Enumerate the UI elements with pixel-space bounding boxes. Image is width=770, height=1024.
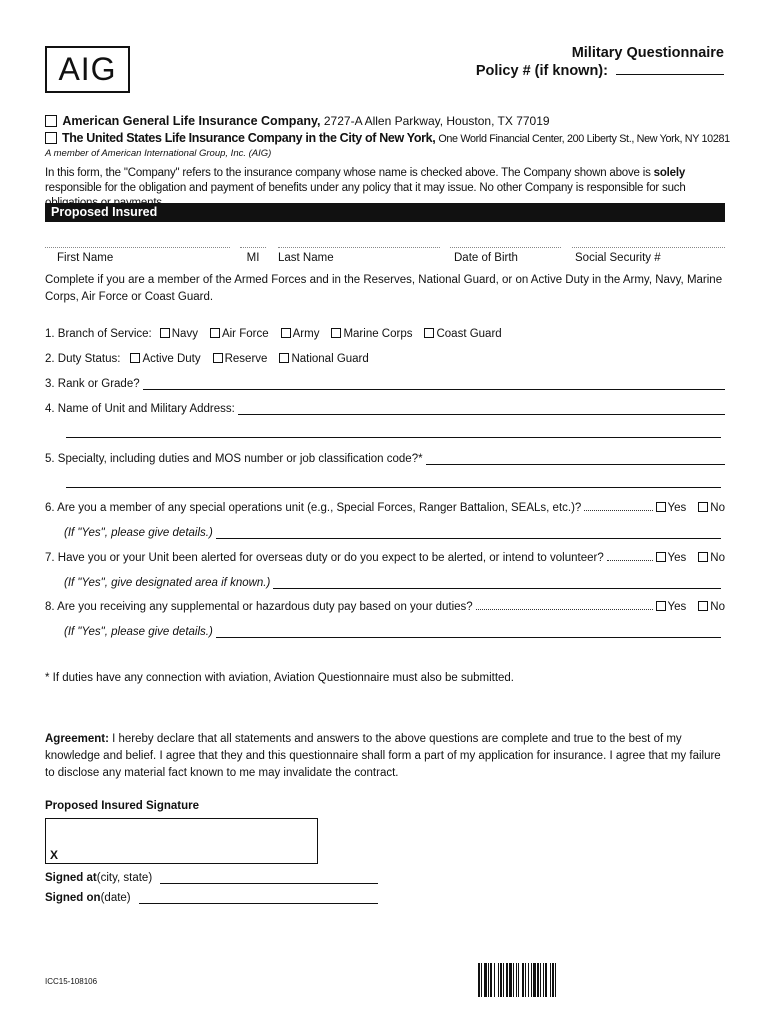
date-of-birth-label: Date of Birth <box>454 252 518 264</box>
q1-checkbox[interactable] <box>160 328 170 338</box>
q1-option-army[interactable] <box>281 328 320 340</box>
q8-no-option[interactable] <box>698 601 725 613</box>
q3-answer-line[interactable] <box>143 379 725 390</box>
barcode <box>478 963 604 997</box>
q1-checkbox[interactable] <box>331 328 341 338</box>
q8-no-label: No <box>710 601 725 613</box>
first-name-label: First Name <box>57 252 114 264</box>
first-name-field[interactable] <box>45 247 230 264</box>
company-1-checkbox[interactable] <box>45 115 57 127</box>
policy-line <box>476 62 724 80</box>
mi-label: MI <box>246 252 260 264</box>
q7-no-label: No <box>710 552 725 564</box>
signed-on-field[interactable] <box>139 893 378 904</box>
question-5 <box>45 453 725 465</box>
policy-label: Policy # (if known): <box>475 63 608 79</box>
signed-on-hint: (date) <box>100 892 131 904</box>
q5-answer-line-2[interactable] <box>66 487 721 488</box>
q7-yes-option[interactable] <box>656 552 687 564</box>
q1-option-navy[interactable] <box>160 328 198 340</box>
question-1 <box>45 328 725 340</box>
signature-x-mark: X <box>50 848 59 862</box>
q6-leader-dots <box>584 510 652 511</box>
question-3 <box>45 378 725 390</box>
q1-checkbox[interactable] <box>281 328 291 338</box>
q2-option-national-guard[interactable] <box>279 353 368 365</box>
q2-checkbox[interactable] <box>279 353 289 363</box>
q1-label: 1. Branch of Service: <box>45 328 152 340</box>
aviation-note: * If duties have any connection with aviation, Aviation Questionnaire must also be submitted. <box>45 672 515 684</box>
signed-on-row <box>45 892 378 904</box>
q2-option-label: Reserve <box>224 353 268 365</box>
signed-at-label: Signed at <box>45 872 97 884</box>
q1-option-label: Coast Guard <box>436 328 502 340</box>
q8-no-checkbox[interactable] <box>698 601 708 611</box>
q1-option-air-force[interactable] <box>210 328 269 340</box>
question-8 <box>45 601 725 613</box>
q1-option-label: Air Force <box>221 328 269 340</box>
q4-answer-line[interactable] <box>238 404 725 415</box>
last-name-label: Last Name <box>278 252 334 264</box>
q8-label: 8. Are you receiving any supplemental or hazardous duty pay based on your duties? <box>45 601 473 613</box>
signed-at-field[interactable] <box>160 873 378 884</box>
q6-yes-option[interactable] <box>656 502 687 514</box>
q2-option-label: Active Duty <box>142 353 201 365</box>
q2-option-label: National Guard <box>291 353 369 365</box>
form-title: Military Questionnaire <box>571 45 724 61</box>
form-number: ICC15-108106 <box>45 977 98 986</box>
section-header-proposed-insured: Proposed Insured <box>45 203 725 222</box>
company-2-checkbox[interactable] <box>45 132 57 144</box>
company-1-address: 2727-A Allen Parkway, Houston, TX 77019 <box>323 114 550 128</box>
ssn-field[interactable] <box>572 247 725 264</box>
company-1-name: American General Life Insurance Company, <box>62 114 321 128</box>
q2-option-active-duty[interactable] <box>130 353 200 365</box>
policy-number-field[interactable] <box>616 74 724 75</box>
company-paragraph-text-end: responsible for the obligation and payment of benefits under any policy that it may issue. No other Company is responsible for such <box>45 182 686 194</box>
q8-detail-label: (If "Yes", please give details.) <box>64 626 213 638</box>
company-2-address: One World Financial Center, 200 Liberty St., New York, NY 10281 <box>438 133 730 145</box>
last-name-field[interactable] <box>278 247 440 264</box>
q7-detail-line[interactable] <box>273 578 721 589</box>
q3-label: 3. Rank or Grade? <box>45 378 140 390</box>
barcode-bar <box>556 963 558 997</box>
q6-detail-label: (If "Yes", please give details.) <box>64 527 213 539</box>
q4-label: 4. Name of Unit and Military Address: <box>45 403 235 415</box>
q2-option-reserve[interactable] <box>213 353 268 365</box>
q7-yes-checkbox[interactable] <box>656 552 666 562</box>
q1-option-label: Navy <box>171 328 198 340</box>
q6-label: 6. Are you a member of any special operations unit (e.g., Special Forces, Ranger Battalion, SEALs, etc.)? <box>45 502 582 514</box>
agreement-paragraph <box>45 731 725 782</box>
member-note: A member of American International Group, Inc. (AIG) <box>45 148 272 159</box>
q1-option-label: Army <box>292 328 320 340</box>
question-6 <box>45 502 725 514</box>
q7-detail-label: (If "Yes", give designated area if known.) <box>64 577 271 589</box>
q4-answer-line-2[interactable] <box>66 437 721 438</box>
q2-checkbox[interactable] <box>130 353 140 363</box>
q1-option-label: Marine Corps <box>343 328 413 340</box>
signature-box[interactable] <box>45 818 318 864</box>
q6-detail <box>64 527 721 539</box>
q8-detail-line[interactable] <box>216 627 721 638</box>
form-title-block <box>476 44 724 80</box>
q7-no-option[interactable] <box>698 552 725 564</box>
q5-label: 5. Specialty, including duties and MOS number or job classification code?* <box>45 453 423 465</box>
company-option-1 <box>45 113 725 129</box>
company-paragraph-text: In this form, the "Company" refers to the insurance company whose name is checked above. The Company shown above is <box>45 167 654 179</box>
company-option-2 <box>45 130 730 147</box>
q6-no-option[interactable] <box>698 502 725 514</box>
q7-no-checkbox[interactable] <box>698 552 708 562</box>
signed-at-row <box>45 872 378 884</box>
question-4 <box>45 403 725 415</box>
q1-checkbox[interactable] <box>210 328 220 338</box>
question-2 <box>45 353 725 365</box>
q2-checkbox[interactable] <box>213 353 223 363</box>
mi-field[interactable] <box>240 247 266 264</box>
q1-option-marine-corps[interactable] <box>331 328 412 340</box>
q7-yes-label: Yes <box>667 552 687 564</box>
q8-leader-dots <box>476 609 653 610</box>
aig-logo <box>45 46 130 93</box>
q6-no-checkbox[interactable] <box>698 502 708 512</box>
ssn-label: Social Security # <box>575 252 661 264</box>
q1-option-coast-guard[interactable] <box>424 328 501 340</box>
q7-label: 7. Have you or your Unit been alerted for overseas duty or do you expect to be alerted, or intend to volunteer? <box>45 552 604 564</box>
signed-on-label: Signed on <box>45 892 101 904</box>
q6-yes-no <box>656 502 725 514</box>
q2-label: 2. Duty Status: <box>45 353 121 365</box>
q8-yes-no <box>656 601 725 613</box>
q8-yes-label: Yes <box>667 601 687 613</box>
q6-no-label: No <box>710 502 725 514</box>
q8-yes-checkbox[interactable] <box>656 601 666 611</box>
agreement-text: I hereby declare that all statements and answers to the above questions are complete and true to the best of my knowledge and belief. I agree that they and this questionnaire shall form a part of my application for insurance. I agree that my failure to disclose any material fact known to me may invalidate the contract. <box>45 733 721 779</box>
signature-title: Proposed Insured Signature <box>45 800 199 812</box>
q8-detail <box>64 626 721 638</box>
q7-detail <box>64 577 721 589</box>
q8-yes-option[interactable] <box>656 601 687 613</box>
intro-paragraph: Complete if you are a member of the Armed Forces and in the Reserves, National Guard, or on Active Duty in the Army, Navy, Marine Corps, Air Force or Coast Guard. <box>45 274 723 303</box>
company-paragraph-bold: solely <box>653 167 686 179</box>
q5-answer-line[interactable] <box>426 454 725 465</box>
logo-text: AIG <box>58 51 117 87</box>
question-7 <box>45 552 725 564</box>
agreement-label: Agreement: <box>45 733 109 745</box>
q6-yes-checkbox[interactable] <box>656 502 666 512</box>
q1-checkbox[interactable] <box>424 328 434 338</box>
date-of-birth-field[interactable] <box>450 247 561 264</box>
signed-at-hint: (city, state) <box>96 872 153 884</box>
company-2-name: The United States Life Insurance Company in the City of New York, <box>61 131 436 145</box>
q7-yes-no <box>656 552 725 564</box>
q7-leader-dots <box>607 560 653 561</box>
q6-yes-label: Yes <box>667 502 687 514</box>
q6-detail-line[interactable] <box>216 528 721 539</box>
